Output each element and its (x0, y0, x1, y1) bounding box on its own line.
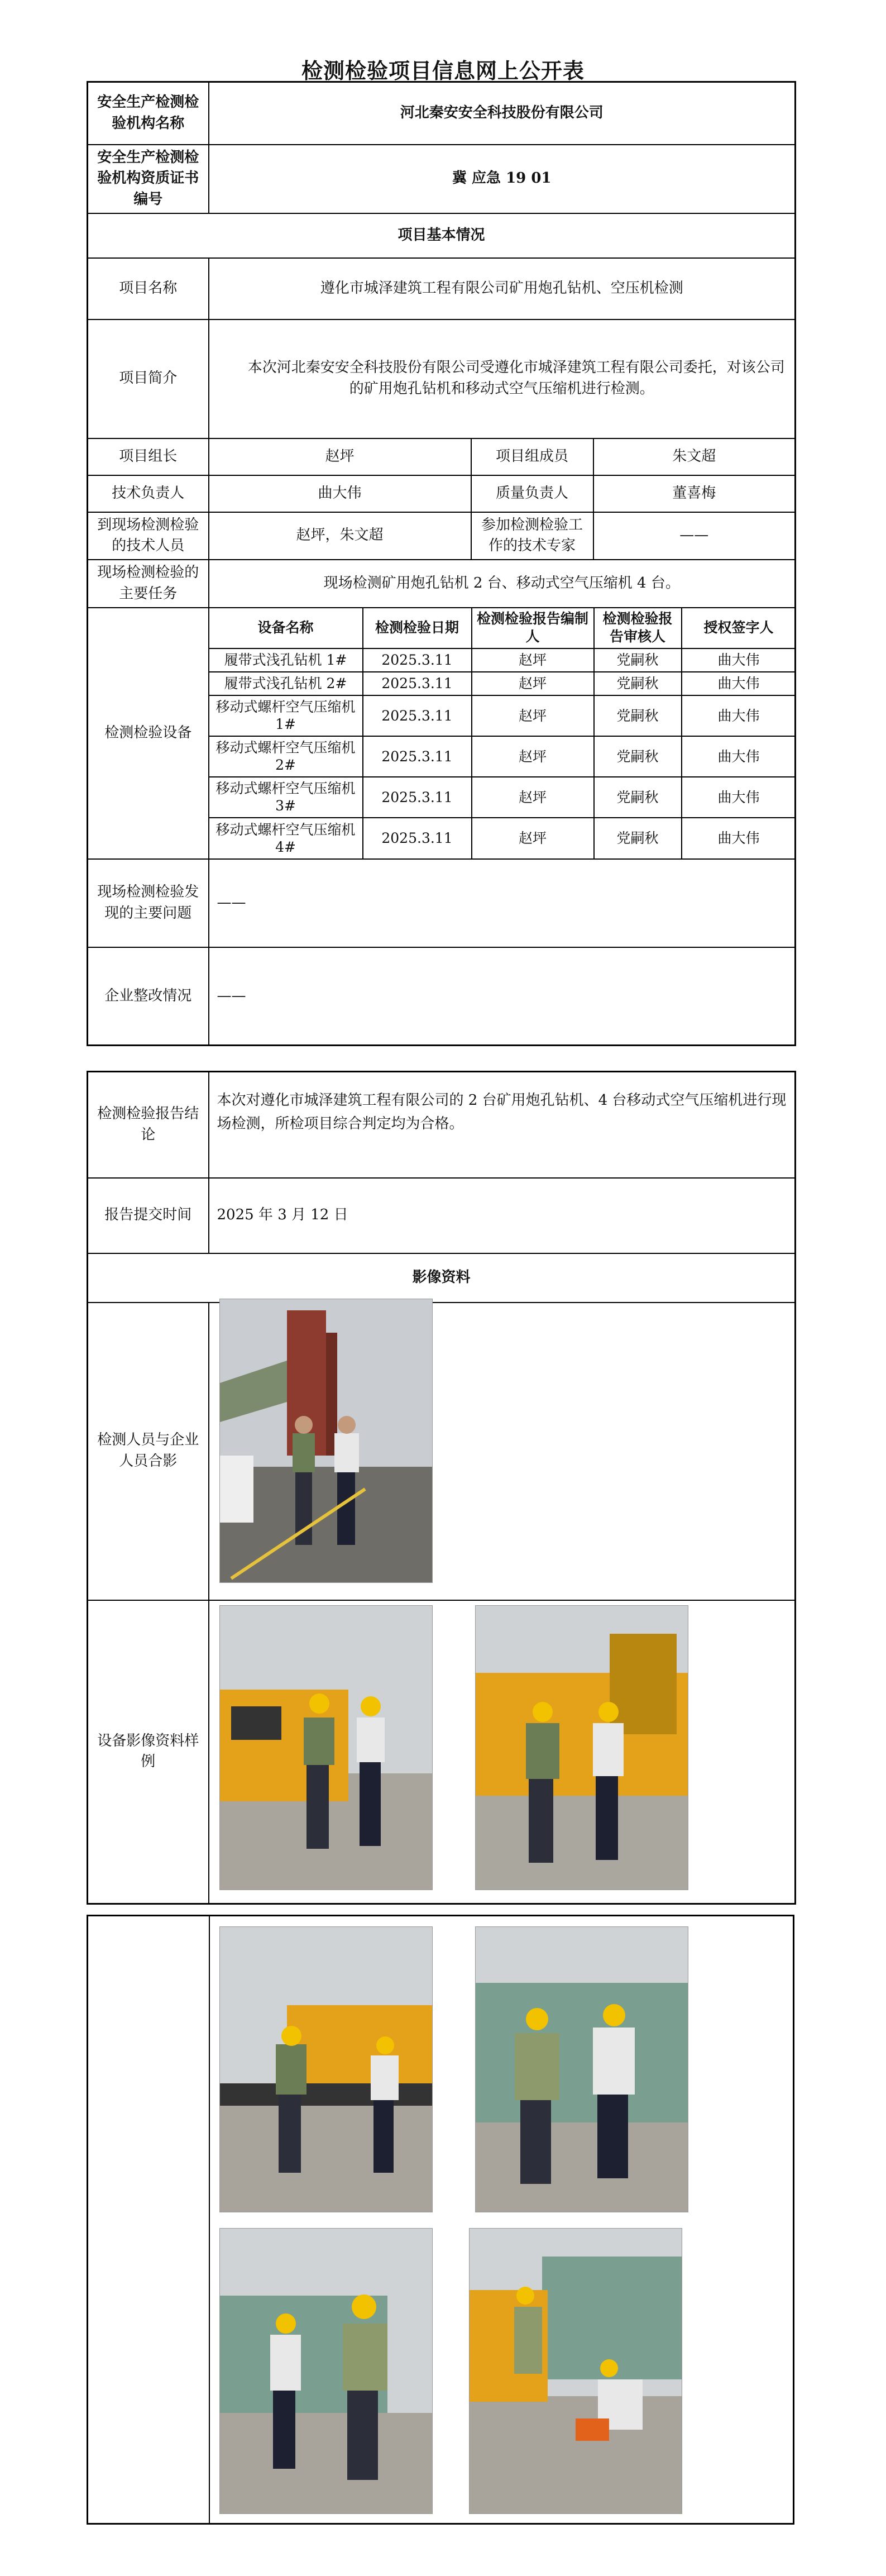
group-photo (219, 1299, 433, 1583)
table-row (209, 648, 796, 672)
equipment-name: 移动式螺杆空气压缩机 3# (209, 777, 363, 818)
leader-value: 赵坪 (209, 438, 471, 475)
submit-label: 报告提交时间 (88, 1178, 209, 1253)
equipment-photo (219, 1926, 433, 2212)
intro-label: 项目简介 (88, 319, 209, 438)
expert-value: —— (593, 512, 796, 560)
report-table (87, 1071, 796, 1905)
page-title: 检测检验项目信息网上公开表 (301, 59, 585, 83)
equipment-signer: 曲大伟 (682, 695, 796, 736)
equipment-date: 2025.3.11 (363, 736, 472, 777)
cert-label: 安全生产检测检验机构资质证书编号 (88, 145, 209, 213)
equipment-author: 赵坪 (472, 695, 594, 736)
equipment-name: 移动式螺杆空气压缩机 1# (209, 695, 363, 736)
equipment-name: 履带式浅孔钻机 2# (209, 672, 363, 695)
equipment-signer: 曲大伟 (682, 818, 796, 858)
task-label: 现场检测检验的主要任务 (88, 560, 209, 608)
equipment-photo (475, 1605, 688, 1890)
intro-value: 本次河北秦安安全科技股份有限公司受遵化市城泽建筑工程有限公司委托，对该公司的矿用炮孔钻机和移动式空气压缩机进行检测。 (209, 319, 796, 438)
equipment-reviewer: 党嗣秋 (594, 818, 682, 858)
equipment-signer: 曲大伟 (682, 672, 796, 695)
tech-value: 曲大伟 (209, 475, 471, 512)
quality-label: 质量负责人 (471, 475, 593, 512)
equipment-header-reviewer: 检测检验报告审核人 (594, 608, 682, 648)
equipment-signer: 曲大伟 (682, 736, 796, 777)
member-label: 项目组成员 (471, 438, 593, 475)
equipment-author: 赵坪 (472, 818, 594, 858)
equipment-reviewer: 党嗣秋 (594, 777, 682, 818)
equipment-header-author: 检测检验报告编制人 (472, 608, 594, 648)
conclusion-value: 本次对遵化市城泽建筑工程有限公司的 2 台矿用炮孔钻机、4 台移动式空气压缩机进行现场检测，所检项目综合判定均为合格。 (209, 1072, 796, 1178)
equipment-name: 移动式螺杆空气压缩机 2# (209, 736, 363, 777)
equipment-reviewer: 党嗣秋 (594, 672, 682, 695)
equipment-date: 2025.3.11 (363, 672, 472, 695)
section-basic-title: 项目基本情况 (88, 213, 796, 258)
section-images-title: 影像资料 (88, 1253, 796, 1303)
equipment-photo-label: 设备影像资料样例 (88, 1600, 209, 1904)
onsite-value: 赵坪，朱文超 (209, 512, 471, 560)
group-photo-label: 检测人员与企业人员合影 (88, 1303, 209, 1600)
member-value: 朱文超 (593, 438, 796, 475)
equipment-date: 2025.3.11 (363, 648, 472, 672)
equipment-name: 移动式螺杆空气压缩机 4# (209, 818, 363, 858)
equipment-header-name: 设备名称 (209, 608, 363, 648)
equipment-photo (469, 2228, 682, 2514)
equipment-photo (219, 2228, 433, 2514)
cert-value: 冀 应急 19 01 (209, 145, 796, 213)
equipment-reviewer: 党嗣秋 (594, 736, 682, 777)
equipment-date: 2025.3.11 (363, 777, 472, 818)
equipment-header-signer: 授权签字人 (682, 608, 796, 648)
expert-label: 参加检测检验工作的技术专家 (471, 512, 593, 560)
project-name-value: 遵化市城泽建筑工程有限公司矿用炮孔钻机、空压机检测 (209, 258, 796, 319)
equipment-header-date: 检测检验日期 (363, 608, 472, 648)
issues-value: —— (209, 859, 796, 947)
table-row (209, 777, 796, 818)
equipment-date: 2025.3.11 (363, 695, 472, 736)
conclusion-label: 检测检验报告结论 (88, 1072, 209, 1178)
equipment-author: 赵坪 (472, 648, 594, 672)
equipment-reviewer: 党嗣秋 (594, 695, 682, 736)
project-name-label: 项目名称 (88, 258, 209, 319)
info-table (87, 81, 796, 1046)
org-name-value: 河北秦安安全科技股份有限公司 (209, 82, 796, 145)
equipment-date: 2025.3.11 (363, 818, 472, 858)
equipment-signer: 曲大伟 (682, 777, 796, 818)
leader-label: 项目组长 (88, 438, 209, 475)
onsite-label: 到现场检测检验的技术人员 (88, 512, 209, 560)
rectify-value: —— (209, 947, 796, 1046)
table-row (209, 695, 796, 736)
table-row (209, 818, 796, 858)
rectify-label: 企业整改情况 (88, 947, 209, 1046)
equipment-author: 赵坪 (472, 672, 594, 695)
submit-value: 2025 年 3 月 12 日 (209, 1178, 796, 1253)
task-value: 现场检测矿用炮孔钻机 2 台、移动式空气压缩机 4 台。 (209, 560, 796, 608)
equipment-reviewer: 党嗣秋 (594, 648, 682, 672)
equipment-signer: 曲大伟 (682, 648, 796, 672)
org-name-label: 安全生产检测检验机构名称 (88, 82, 209, 145)
table-row (209, 672, 796, 695)
equipment-author: 赵坪 (472, 736, 594, 777)
quality-value: 董喜梅 (593, 475, 796, 512)
equipment-name: 履带式浅孔钻机 1# (209, 648, 363, 672)
tech-label: 技术负责人 (88, 475, 209, 512)
table-row (209, 736, 796, 777)
equipment-table (209, 608, 796, 858)
equipment-photo (219, 1605, 433, 1890)
issues-label: 现场检测检验发现的主要问题 (88, 859, 209, 947)
equipment-label: 检测检验设备 (88, 608, 209, 859)
equipment-author: 赵坪 (472, 777, 594, 818)
equipment-photo (475, 1926, 688, 2212)
